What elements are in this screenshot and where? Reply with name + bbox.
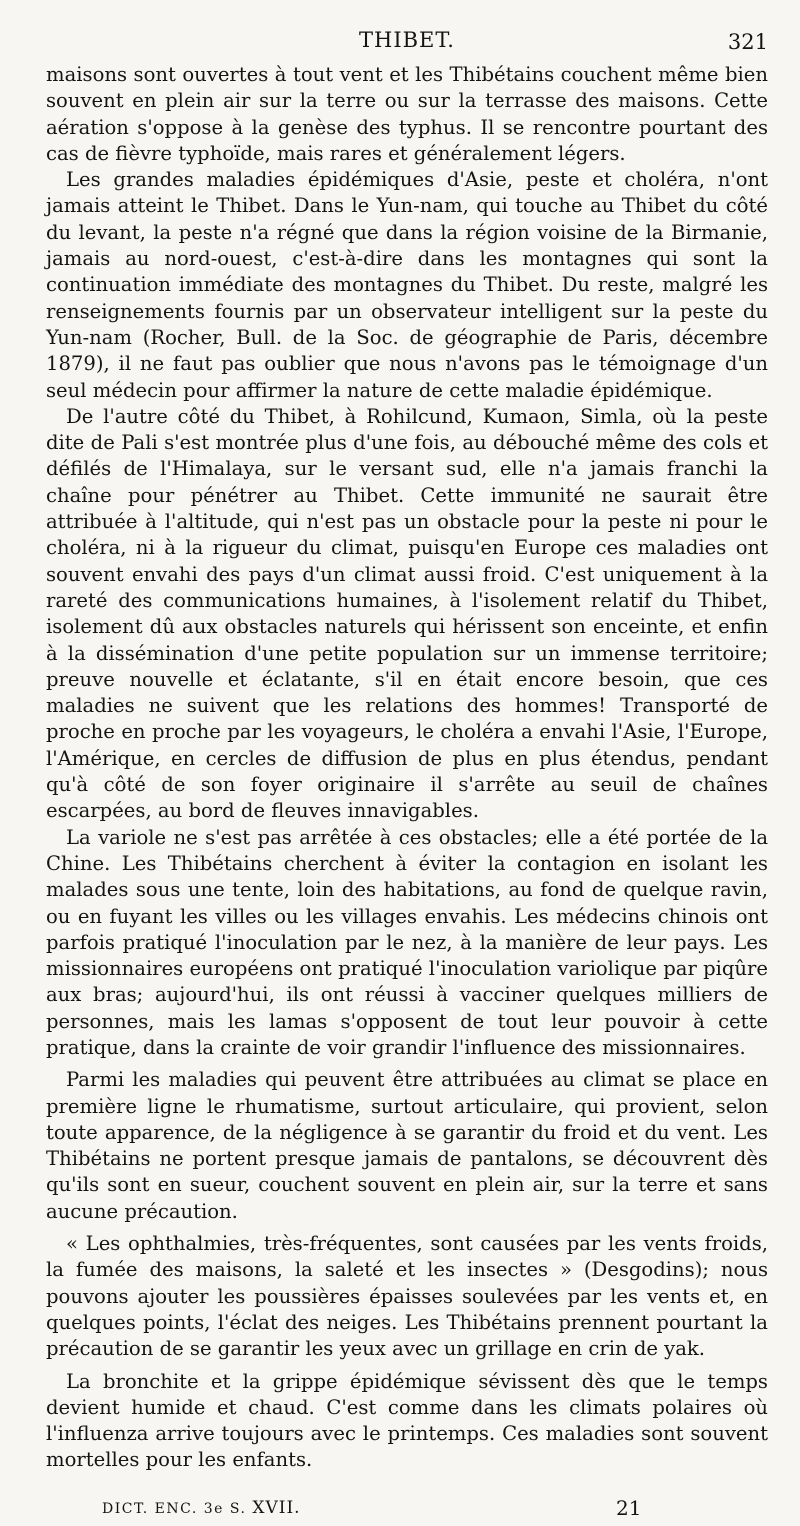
signature-text: DICT. ENC. 3e S.: [102, 1500, 247, 1517]
running-head: [46, 28, 768, 62]
paragraph-bronchite: La bronchite et la grippe épidémique sévissent dès que le temps devient humide et chaud. C'est comme dans les climats polaires où l'influenza arrive toujours avec le printemps. Ces maladies sont souvent mortelles pour les enfants.: [46, 1369, 768, 1472]
printer-signature: [102, 1498, 301, 1518]
page-footer: [46, 1496, 768, 1526]
page-number: 321: [727, 30, 768, 54]
paragraph-ophthalmies: « Les ophthalmies, très-fréquentes, sont causées par les vents froids, la fumée des maisons, la saleté et les insectes » (Desgodins); nous pouvons ajouter les poussières épaisses soulevées par les vents et, en quelques points, l'éclat des neiges. Les Thibétains prennent pourtant la précaution de se garantir les yeux avec un grillage en crin de yak.: [46, 1232, 768, 1361]
running-title: THIBET.: [359, 28, 455, 52]
paragraph-epidemics: Les grandes maladies épidémiques d'Asie, peste et choléra, n'ont jamais atteint le Thibet. Dans le Yun-nam, qui touche au Thibet du côté du levant, la peste n'a régné que dans la région voisine de la Birmanie, jamais au nord-ouest, c'est-à-dire dans les montagnes qui sont la continuation immédiate des montagnes du Thibet. Du reste, malgré les renseignements fournis par un observateur intelligent sur la peste du Yun-nam (Rocher, Bull. de la Soc. de géographie de Paris, décembre 1879), il ne faut pas oublier que nous n'avons pas le témoignage d'un seul médecin pour affirmer la nature de cette maladie épidémique.: [46, 168, 768, 402]
paragraph-variole: La variole ne s'est pas arrêtée à ces obstacles; elle a été portée de la Chine. Les Thibétains cherchent à éviter la contagion en isolant les malades sous une tente, loin des habitations, au fond de quelque ravin, ou en fuyant les villes ou les villages envahis. Les médecins chinois ont parfois pratiqué l'inoculation par le nez, à la manière de leur pays. Les missionnaires européens ont pratiqué l'inoculation variolique par piqûre aux bras; aujourd'hui, ils ont réussi à vacciner quelques milliers de personnes, mais les lamas s'opposent de tout leur pouvoir à cette pratique, dans la crainte de voir grandir l'influence des missionnaires.: [46, 825, 768, 1059]
body-text: [46, 62, 768, 1474]
book-page: [46, 28, 768, 1526]
paragraph-aeration: maisons sont ouvertes à tout vent et les Thibétains couchent même bien souvent en plein air sur la terre ou sur la terrasse des maisons. Cette aération s'oppose à la genèse des typhus. Il se rencontre pourtant des cas de fièvre typhoïde, mais rares et généralement légers.: [46, 63, 768, 165]
sheet-number: 21: [616, 1495, 642, 1520]
signature-volume: XVII.: [252, 1497, 301, 1518]
paragraph-immunity: De l'autre côté du Thibet, à Rohilcund, Kumaon, Simla, où la peste dite de Pali s'est montrée plus d'une fois, au débouché même des cols et défilés de l'Himalaya, sur le versant sud, elle n'a jamais franchi la chaîne pour pénétrer au Thibet. Cette immunité ne saurait être attribuée à l'altitude, qui n'est pas un obstacle pour la peste ni pour le choléra, ni à la rigueur du climat, puisqu'en Europe ces maladies ont souvent envahi des pays d'un climat aussi froid. C'est uniquement à la rareté des communications humaines, à l'isolement relatif du Thibet, isolement dû aux obstacles naturels qui hérissent son enceinte, et enfin à la dissémination d'une petite population sur un immense territoire; preuve nouvelle et éclatante, s'il en était encore besoin, que ces maladies ne suivent que les relations des hommes! Transporté de proche en proche par les voyageurs, le choléra a envahi l'Asie, l'Europe, l'Amérique, en cercles de diffusion de plus en plus étendus, pendant qu'à côté de son foyer originaire il s'arrête au seuil de chaînes escarpées, au bord de fleuves innavigables.: [46, 404, 768, 823]
paragraph-rhumatisme: Parmi les maladies qui peuvent être attribuées au climat se place en première ligne le rhumatisme, surtout articulaire, qui provient, selon toute apparence, de la négligence à se garantir du froid et du vent. Les Thibétains ne portent presque jamais de pantalons, se découvrent dès qu'ils sont en sueur, couchent souvent en plein air, sur la terre et sans aucune précaution.: [46, 1068, 768, 1223]
